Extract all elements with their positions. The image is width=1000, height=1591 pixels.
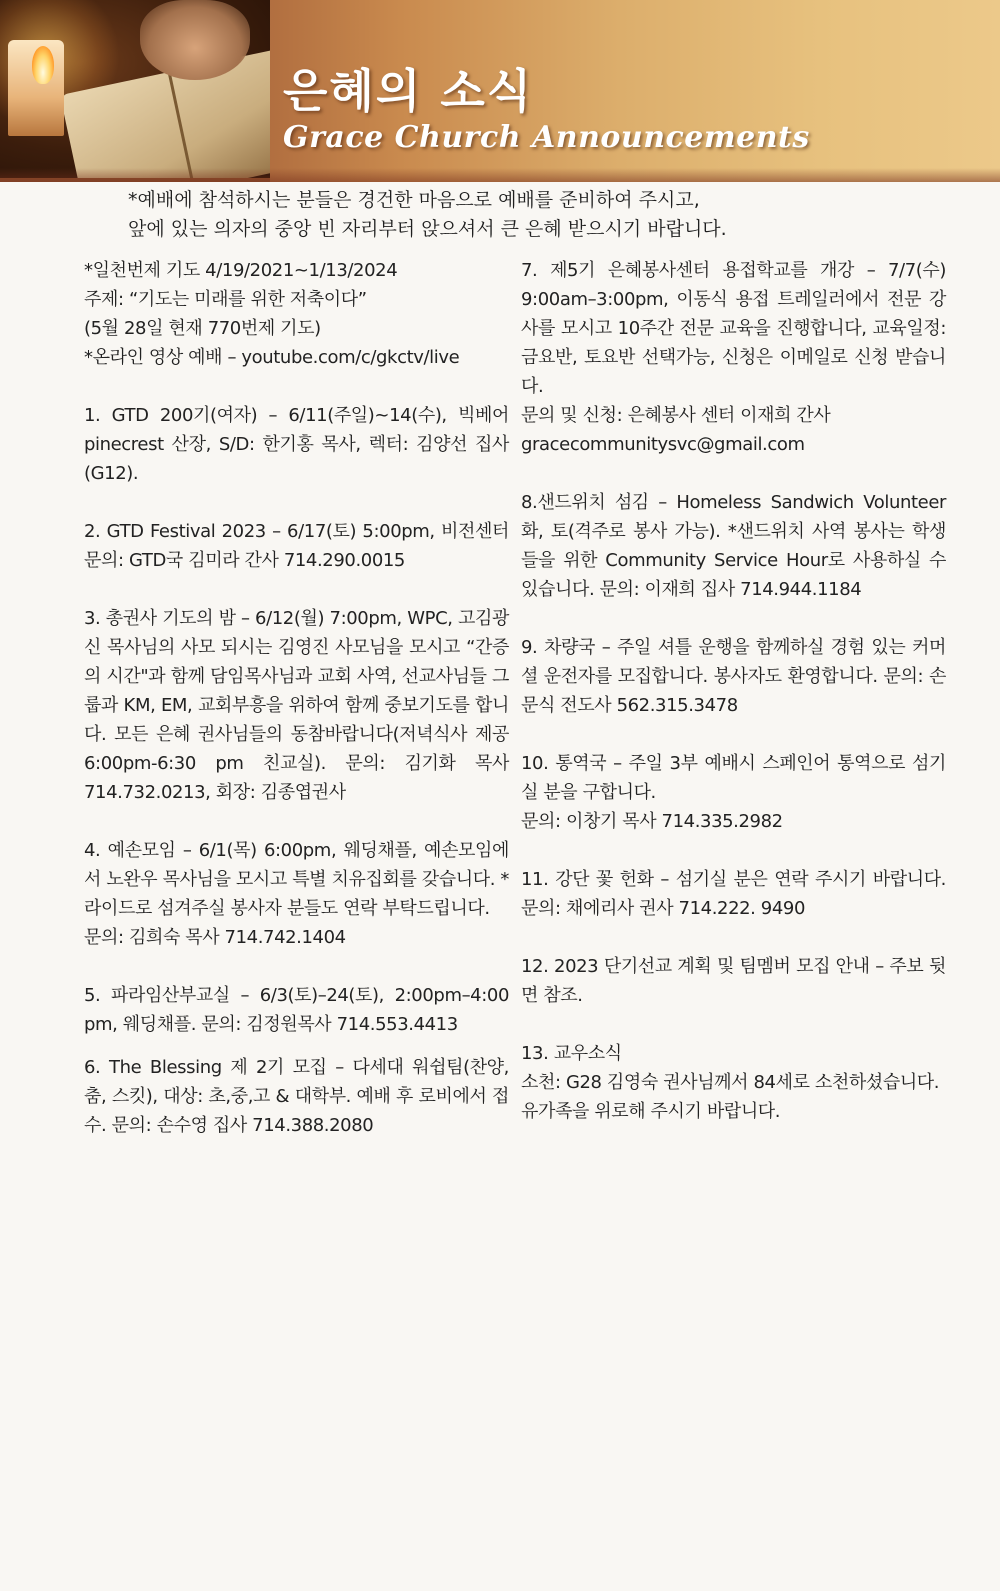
announcements-left-column (84, 256, 509, 1140)
announcement-item-5: 5. 파라임산부교실 – 6/3(토)–24(토), 2:00pm–4:00 pm, 웨딩채플. 문의: 김정원목사 714.553.4413 (84, 985, 509, 1035)
announcement-item-7-contact: 문의 및 신청: 은혜봉사 센터 이재희 간사 (521, 405, 831, 426)
announcement-item-1: 1. GTD 200기(여자) – 6/11(주일)~14(수), 빅베어 pinecrest 산장, S/D: 한기홍 목사, 렉터: 김양선 집사(G12). (84, 405, 509, 484)
announcement-item-3: 3. 총권사 기도의 밤 – 6/12(월) 7:00pm, WPC, 고김광신 목사님의 사모 되시는 김영진 사모님을 모시고 “간증의 시간"과 함께 담임목사님과 교회 사역, 선교사님들 그룹과 KM, EM, 교회부흥을 위하여 함께 중보기도를 합니다. 모든 은혜 권사님들의 동참바랍니다(저녁식사 제공 6:00pm-6:30 pm 친교실). 문의: 김기화 목사 714.732.0213, 회장: 김종엽권사 (84, 608, 509, 803)
announcement-item-6: 6. The Blessing 제 2기 모집 – 다세대 워쉽팀(찬양, 춤, 스킷), 대상: 초,중,고 & 대학부. 예배 후 로비에서 접수. 문의: 손수영 집사 714.388.2080 (84, 1057, 509, 1136)
page-title: 은혜의 소식 (283, 64, 534, 118)
prayer-line: *일천번제 기도 4/19/2021~1/13/2024 (84, 260, 398, 281)
announcement-item-13-line-2: 유가족을 위로해 주시기 바랍니다. (521, 1101, 781, 1122)
candle-bible-photo (0, 0, 270, 182)
page-subtitle: Grace Church Announcements (283, 120, 810, 155)
announcement-item-8: 8.샌드위치 섬김 – Homeless Sandwich Volunteer 화, 토(격주로 봉사 가능). *샌드위치 사역 봉사는 학생들을 위한 Community Service Hour로 사용하실 수 있습니다. 문의: 이재희 집사 714.944.1184 (521, 492, 946, 600)
announcement-item-4: 4. 예손모임 – 6/1(목) 6:00pm, 웨딩채플, 예손모임에서 노완우 목사님을 모시고 특별 치유집회를 갖습니다. *라이드로 섬겨주실 봉사자 분들도 연락 부탁드립니다. (84, 840, 509, 919)
announcements-right-column (521, 256, 946, 1126)
announcement-item-13-title: 13. 교우소식 (521, 1043, 622, 1064)
intro-line-1: *예배에 참석하시는 분들은 경건한 마음으로 예배를 준비하여 주시고, (128, 189, 700, 211)
announcement-item-7-email: gracecommunitysvc@gmail.com (521, 434, 805, 455)
announcement-item-4-contact: 문의: 김희숙 목사 714.742.1404 (84, 927, 346, 948)
header-banner (0, 0, 1000, 182)
announcement-item-13-line-1: 소천: G28 김영숙 권사님께서 84세로 소천하셨습니다. (521, 1072, 940, 1093)
announcement-item-2: 2. GTD Festival 2023 – 6/17(토) 5:00pm, 비전센터 문의: GTD국 김미라 간사 714.290.0015 (84, 521, 509, 571)
online-worship: *온라인 영상 예배 – youtube.com/c/gkctv/live (84, 347, 460, 368)
prayer-count: (5월 28일 현재 770번제 기도) (84, 318, 321, 339)
announcement-item-11: 11. 강단 꽃 헌화 – 섬기실 분은 연락 주시기 바랍니다. 문의: 채에리사 권사 714.222. 9490 (521, 869, 946, 919)
announcement-item-10-contact: 문의: 이창기 목사 714.335.2982 (521, 811, 783, 832)
announcement-item-9: 9. 차량국 – 주일 셔틀 운행을 함께하실 경험 있는 커머셜 운전자를 모집합니다. 봉사자도 환영합니다. 문의: 손문식 전도사 562.315.3478 (521, 637, 946, 716)
prayer-theme: 주제: “기도는 미래를 위한 저축이다” (84, 289, 367, 310)
intro-notice (128, 186, 928, 244)
announcement-item-10: 10. 통역국 – 주일 3부 예배시 스페인어 통역으로 섬기실 분을 구합니다. (521, 753, 946, 803)
announcement-item-12: 12. 2023 단기선교 계획 및 팀멤버 모집 안내 – 주보 뒷면 참조. (521, 956, 946, 1006)
intro-line-2: 앞에 있는 의자의 중앙 빈 자리부터 앉으셔서 큰 은혜 받으시기 바랍니다. (128, 218, 727, 240)
announcement-item-7: 7. 제5기 은혜봉사센터 용접학교를 개강 – 7/7(수) 9:00am–3:00pm, 이동식 용접 트레일러에서 전문 강사를 모시고 10주간 전문 교육을 진행합니다, 교육일정: 금요반, 토요반 선택가능, 신청은 이메일로 신청 받습니다. (521, 260, 946, 397)
